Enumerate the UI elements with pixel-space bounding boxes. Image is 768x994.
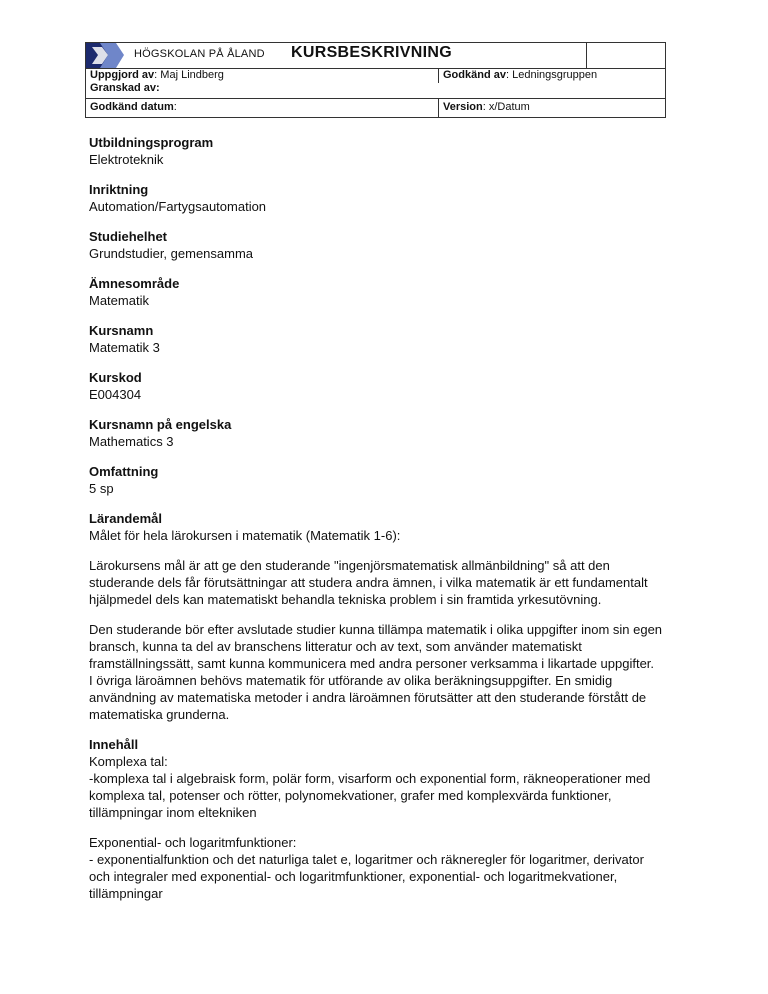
course-description-body <box>89 134 689 915</box>
header-row-dates <box>86 99 665 118</box>
approved-by: Godkänd av: Ledningsgruppen <box>443 69 598 81</box>
field-kursnamn: Kursnamn Matematik 3 <box>89 323 160 355</box>
larandemal-paragraph-2: Den studerande bör efter avslutade studier kunna tillämpa matematik i olika uppgifter inom sin egen bransch, kunna ta del av branschens litteratur och av text, som använder matematiskt framställningssätt, samt kunna kommunicera med andra personer verksamma i likartade uppgifter. I övriga läroämnen behövs matematik för utförande av olika beräkningsuppgifter. En smidig användning av matematiska metoder i andra läroämnen förutsätter att den studerande förstått de matematiska grunderna. <box>89 622 663 722</box>
field-utbildningsprogram: Utbildningsprogram Elektroteknik <box>89 135 214 167</box>
reviewed-by: Granskad av: <box>90 82 160 94</box>
document-header <box>85 42 666 118</box>
header-divider <box>586 43 587 68</box>
field-omfattning: Omfattning 5 sp <box>89 464 159 496</box>
innehall-block-2: Exponential- och logaritmfunktioner: - exponentialfunktion och det naturliga talet e, logaritmer och räkneregler för logaritmer, derivator och integraler med exponential- och logaritmfunktioner, exponential- och logaritmekvationer, tillämpningar <box>89 835 644 901</box>
field-inriktning: Inriktning Automation/Fartygsautomation <box>89 182 267 214</box>
field-kursnamn-engelska: Kursnamn på engelska Mathematics 3 <box>89 417 232 449</box>
header-row-title <box>86 43 665 69</box>
field-amnesomrade: Ämnesområde Matematik <box>89 276 180 308</box>
header-divider <box>438 99 439 118</box>
header-row-authors <box>86 68 665 99</box>
school-name: HÖGSKOLAN PÅ ÅLAND <box>134 48 265 60</box>
prepared-by: Uppgjord av: Maj Lindberg <box>90 69 224 81</box>
header-divider <box>438 68 439 83</box>
approved-date: Godkänd datum: <box>90 101 177 113</box>
field-studiehelhet: Studiehelhet Grundstudier, gemensamma <box>89 229 254 261</box>
document-title: KURSBESKRIVNING <box>291 44 452 61</box>
school-logo-icon <box>86 43 128 68</box>
field-kurskod: Kurskod E004304 <box>89 370 142 402</box>
section-innehall: Innehåll Komplexa tal: -komplexa tal i algebraisk form, polär form, visarform och exponential form, räkneoperationer med komplexa tal, potenser och rötter, polynomekvationer, grafer med komplexvärda funktioner, tillämpningar inom eltekniken <box>89 737 651 820</box>
version: Version: x/Datum <box>443 101 530 113</box>
section-larandemal: Lärandemål Målet för hela lärokursen i matematik (Matematik 1-6): <box>89 511 401 543</box>
larandemal-paragraph-1: Lärokursens mål är att ge den studerande "ingenjörsmatematisk allmänbildning" så att den studerande dels får förutsättningar att studera andra ämnen, i vilka matematik är ett fundamentalt hjälpmedel dels kan matematiskt behandla tekniska problem i sin framtida yrkesutövning. <box>89 558 648 607</box>
